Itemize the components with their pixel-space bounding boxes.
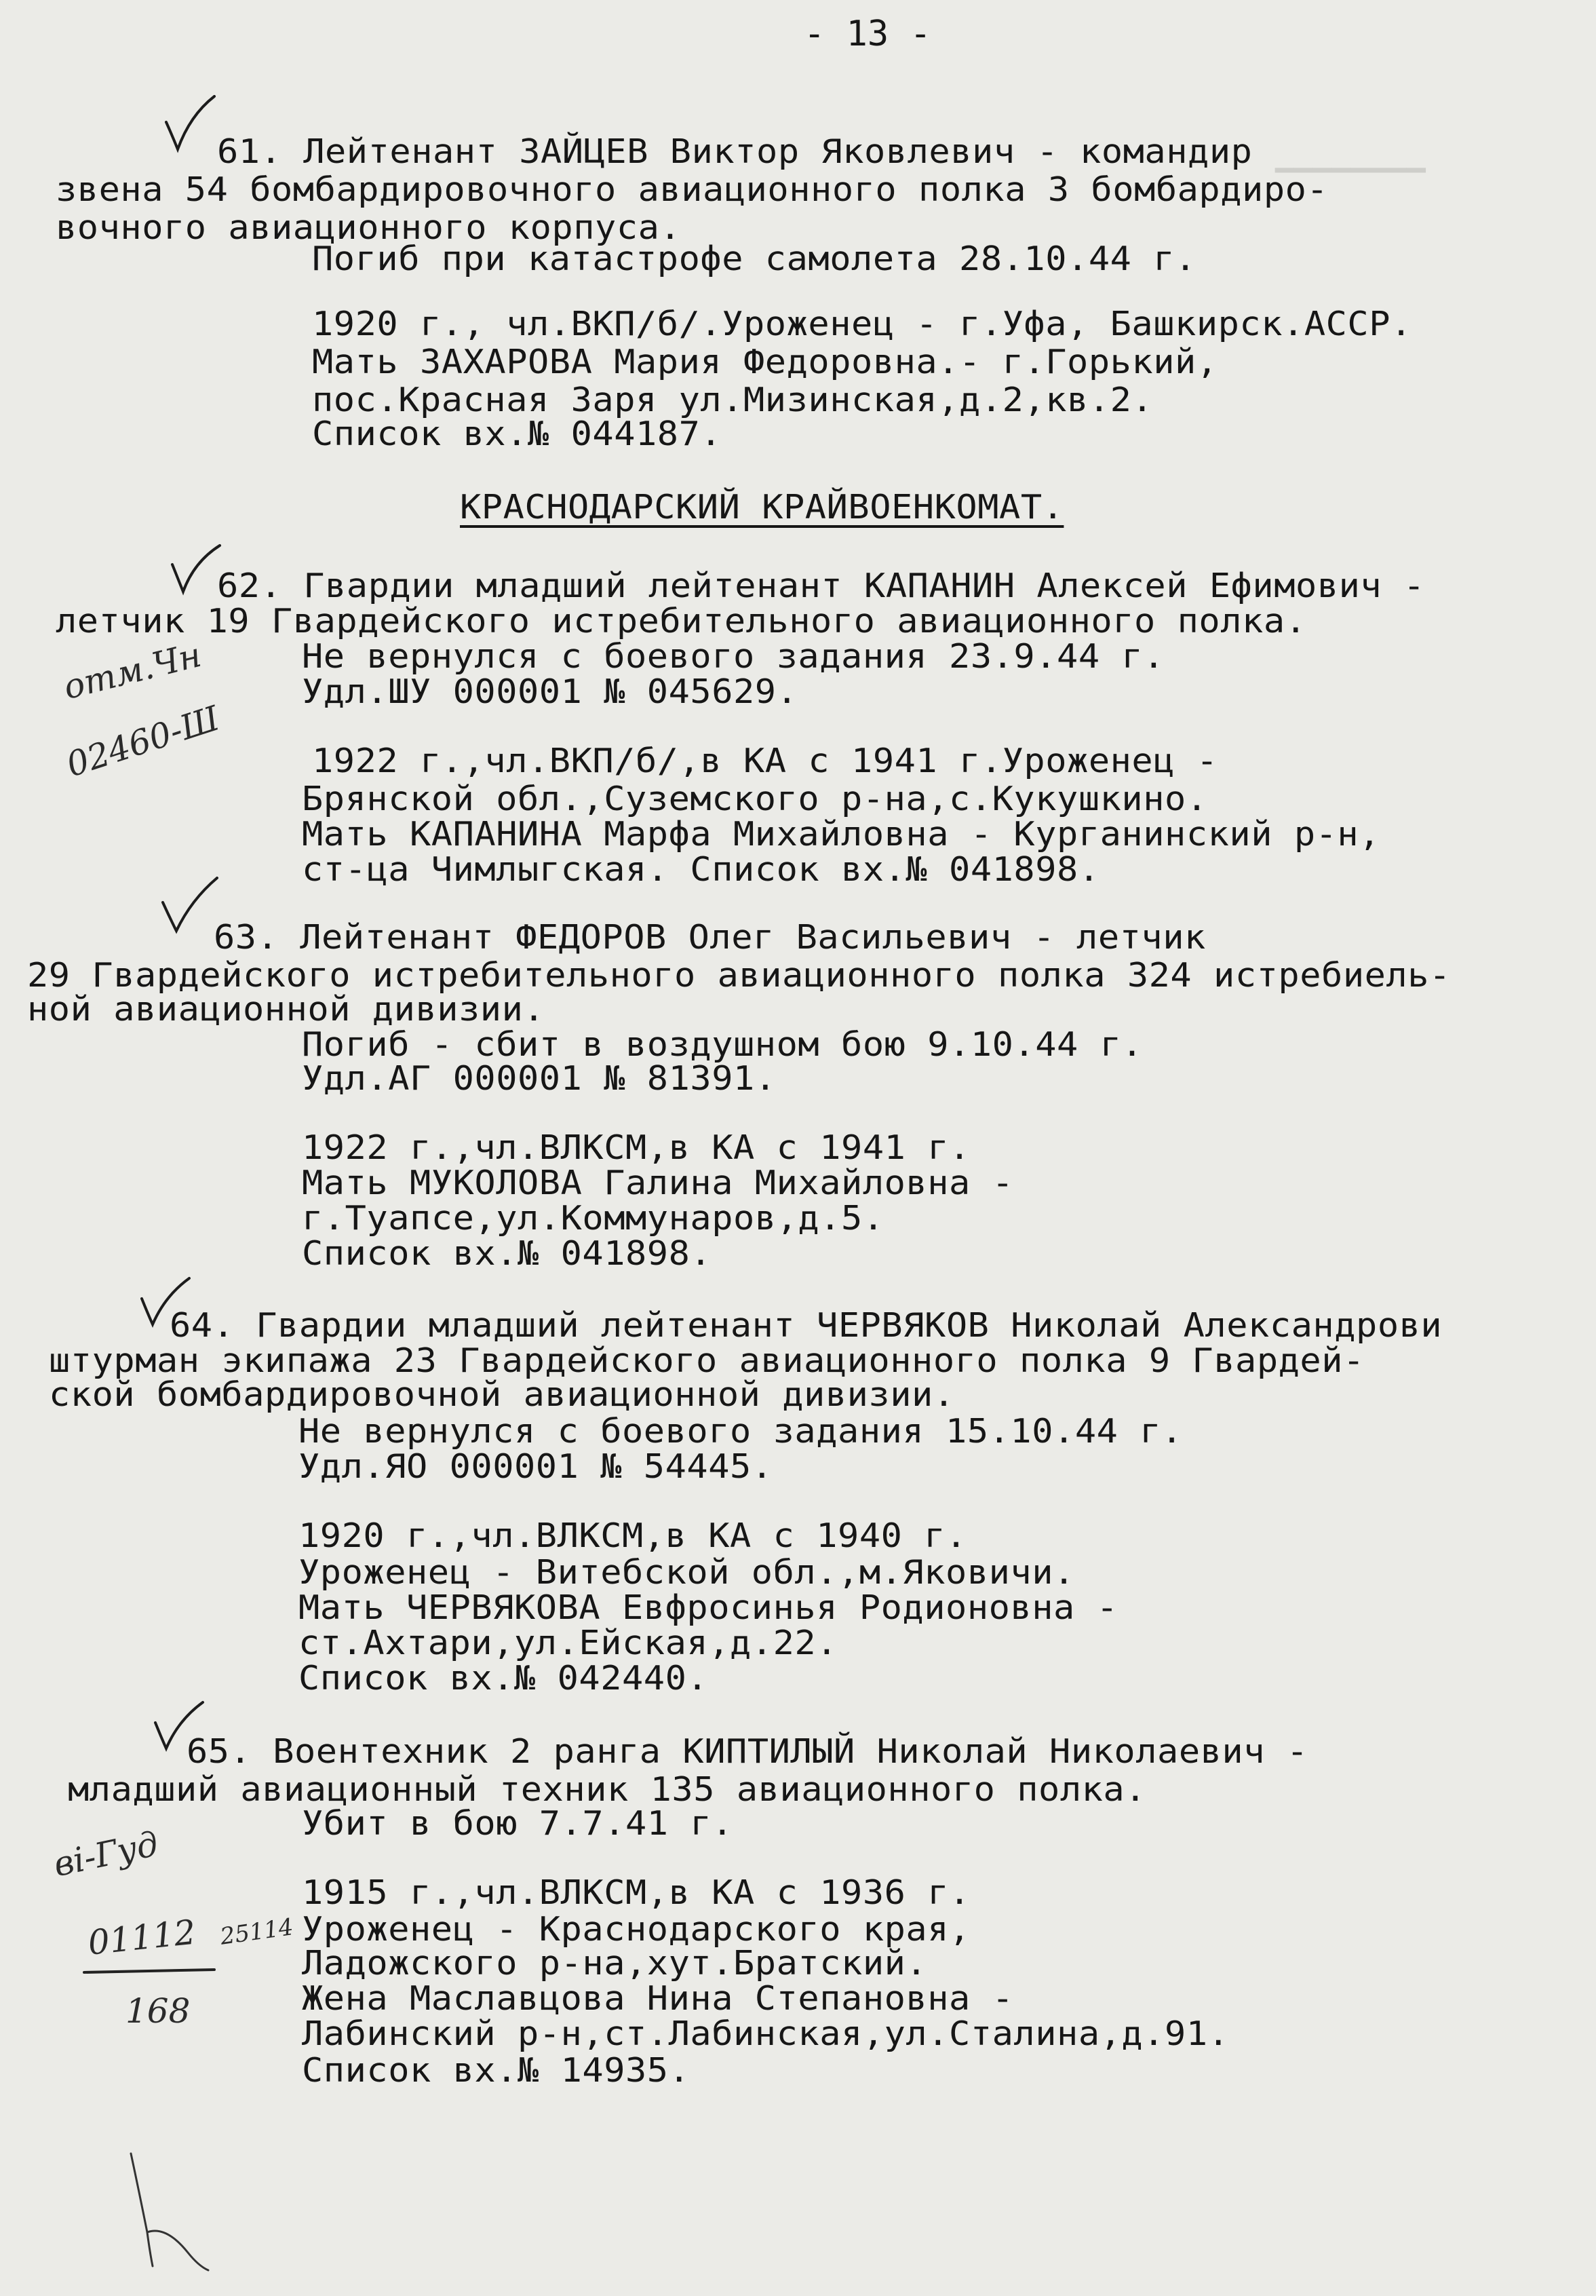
entry-63-line-2: 29 Гвардейского истребительного авиационного полка 324 истребиель-	[27, 956, 1451, 995]
check-mark-63	[160, 875, 221, 936]
entry-64-line-2: штурман экипажа 23 Гвардейского авиационного полка 9 Гвардей-	[49, 1341, 1365, 1380]
entry-64-line-9: ст.Ахтари,ул.Ейская,д.22.	[298, 1624, 838, 1662]
entry-65-line-7: Жена Маславцова Нина Степановна -	[302, 1979, 1014, 2018]
entry-64-line-7: Уроженец - Витебской обл.,м.Яковичи.	[298, 1553, 1075, 1592]
entry-63-line-5: Удл.АГ 000001 № 81391.	[302, 1059, 777, 1098]
entry-63-line-6: 1922 г.,чл.ВЛКСМ,в КА с 1941 г.	[302, 1128, 971, 1167]
entry-64-line-10: Список вх.№ 042440.	[298, 1659, 709, 1698]
entry-63-line-9: Список вх.№ 041898.	[302, 1234, 712, 1273]
handwritten-note-62-b: 02460-Ш	[62, 698, 225, 785]
entry-62-line-2: летчик 19 Гвардейского истребительного авиационного полка.	[56, 602, 1307, 640]
check-mark-61	[163, 95, 217, 156]
entry-65-line-6: Ладожского р-на,хут.Братский.	[302, 1944, 928, 1983]
entry-62-line-8: ст-ца Чимлыгская. Список вх.№ 041898.	[302, 850, 1100, 889]
entry-65-line-5: Уроженец - Краснодарского края,	[302, 1910, 971, 1949]
entry-62-line-1: 62. Гвардии младший лейтенант КАПАНИН Алексей Ефимович -	[217, 567, 1425, 605]
check-mark-64	[139, 1276, 193, 1330]
handwritten-note-65-b: 01112	[85, 1912, 198, 1963]
handwritten-note-65-c: 25114	[218, 1913, 295, 1951]
entry-61-line-7: пос.Красная Заря ул.Мизинская,д.2,кв.2.	[312, 381, 1154, 419]
entry-64-line-3: ской бомбардировочной авиационной дивизии.	[49, 1375, 955, 1414]
entry-61-line-3: вочного авиационного корпуса.	[56, 208, 682, 247]
entry-63-line-8: г.Туапсе,ул.Коммунаров,д.5.	[302, 1199, 884, 1238]
handwritten-note-65-d: 168	[125, 1991, 191, 2031]
entry-63-line-1: 63. Лейтенант ФЕДОРОВ Олег Васильевич - летчик	[214, 918, 1206, 957]
fraction-bar	[81, 1964, 217, 1978]
entry-65-line-4: 1915 г.,чл.ВЛКСМ,в КА с 1936 г.	[302, 1873, 971, 1912]
entry-65-line-2: младший авиационный техник 135 авиационного полка.	[68, 1770, 1147, 1809]
entry-61-line-6: Мать ЗАХАРОВА Мария Федоровна.- г.Горький,	[312, 343, 1218, 381]
entry-64-line-6: 1920 г.,чл.ВЛКСМ,в КА с 1940 г.	[298, 1516, 967, 1555]
entry-62-line-4: Удл.ШУ 000001 № 045629.	[302, 672, 798, 711]
entry-62-line-5: 1922 г.,чл.ВКП/б/,в КА с 1941 г.Уроженец -	[312, 742, 1218, 780]
entry-64-line-4: Не вернулся с боевого задания 15.10.44 г.	[298, 1412, 1183, 1451]
entry-65-line-1: 65. Воентехник 2 ранга КИПТИЛЫЙ Николай Николаевич -	[187, 1732, 1308, 1771]
entry-64-line-1: 64. Гвардии младший лейтенант ЧЕРВЯКОВ Николай Александрови	[170, 1306, 1443, 1345]
entry-63-line-7: Мать МУКОЛОВА Галина Михайловна -	[302, 1164, 1014, 1202]
entry-63-line-3: ной авиационной дивизии.	[27, 990, 545, 1029]
check-mark-62	[170, 543, 224, 597]
page-number: - 13 -	[804, 14, 931, 54]
check-mark-65	[153, 1700, 207, 1754]
entry-61-line-1: 61. Лейтенант ЗАЙЦЕВ Виктор Яковлевич - командир	[217, 132, 1253, 171]
handwritten-note-65-a: вi-Гуд	[50, 1824, 162, 1885]
entry-61-line-2: звена 54 бомбардировочного авиационного полка 3 бомбардиро-	[56, 170, 1329, 209]
pen-scribble	[125, 2151, 214, 2273]
entry-61-line-4: Погиб при катастрофе самолета 28.10.44 г.	[312, 240, 1196, 278]
entry-61-line-8: Список вх.№ 044187.	[312, 415, 722, 453]
entry-64-line-8: Мать ЧЕРВЯКОВА Евфросинья Родионовна -	[298, 1588, 1118, 1627]
section-heading: КРАСНОДАРСКИЙ КРАЙВОЕНКОМАТ.	[460, 488, 1064, 527]
entry-64-line-5: Удл.ЯО 000001 № 54445.	[298, 1447, 773, 1486]
handwritten-note-62-a: отм.Чн	[59, 634, 206, 708]
entry-61-line-5: 1920 г., чл.ВКП/б/.Уроженец - г.Уфа, Башкирск.АССР.	[312, 305, 1412, 343]
entry-62-line-6: Брянской обл.,Суземского р-на,с.Кукушкино.	[302, 780, 1208, 818]
entry-65-line-8: Лабинский р-н,ст.Лабинская,ул.Сталина,д.91.	[302, 2014, 1230, 2053]
entry-62-line-3: Не вернулся с боевого задания 23.9.44 г.	[302, 637, 1165, 676]
entry-62-line-7: Мать КАПАНИНА Марфа Михайловна - Курганинский р-н,	[302, 815, 1381, 854]
bleed-through-left: ▁▁▁▁▁▁▁▁	[1275, 136, 1426, 172]
entry-63-line-4: Погиб - сбит в воздушном бою 9.10.44 г.	[302, 1025, 1144, 1064]
entry-65-line-3: Убит в бою 7.7.41 г.	[302, 1804, 734, 1843]
entry-65-line-9: Список вх.№ 14935.	[302, 2051, 690, 2090]
